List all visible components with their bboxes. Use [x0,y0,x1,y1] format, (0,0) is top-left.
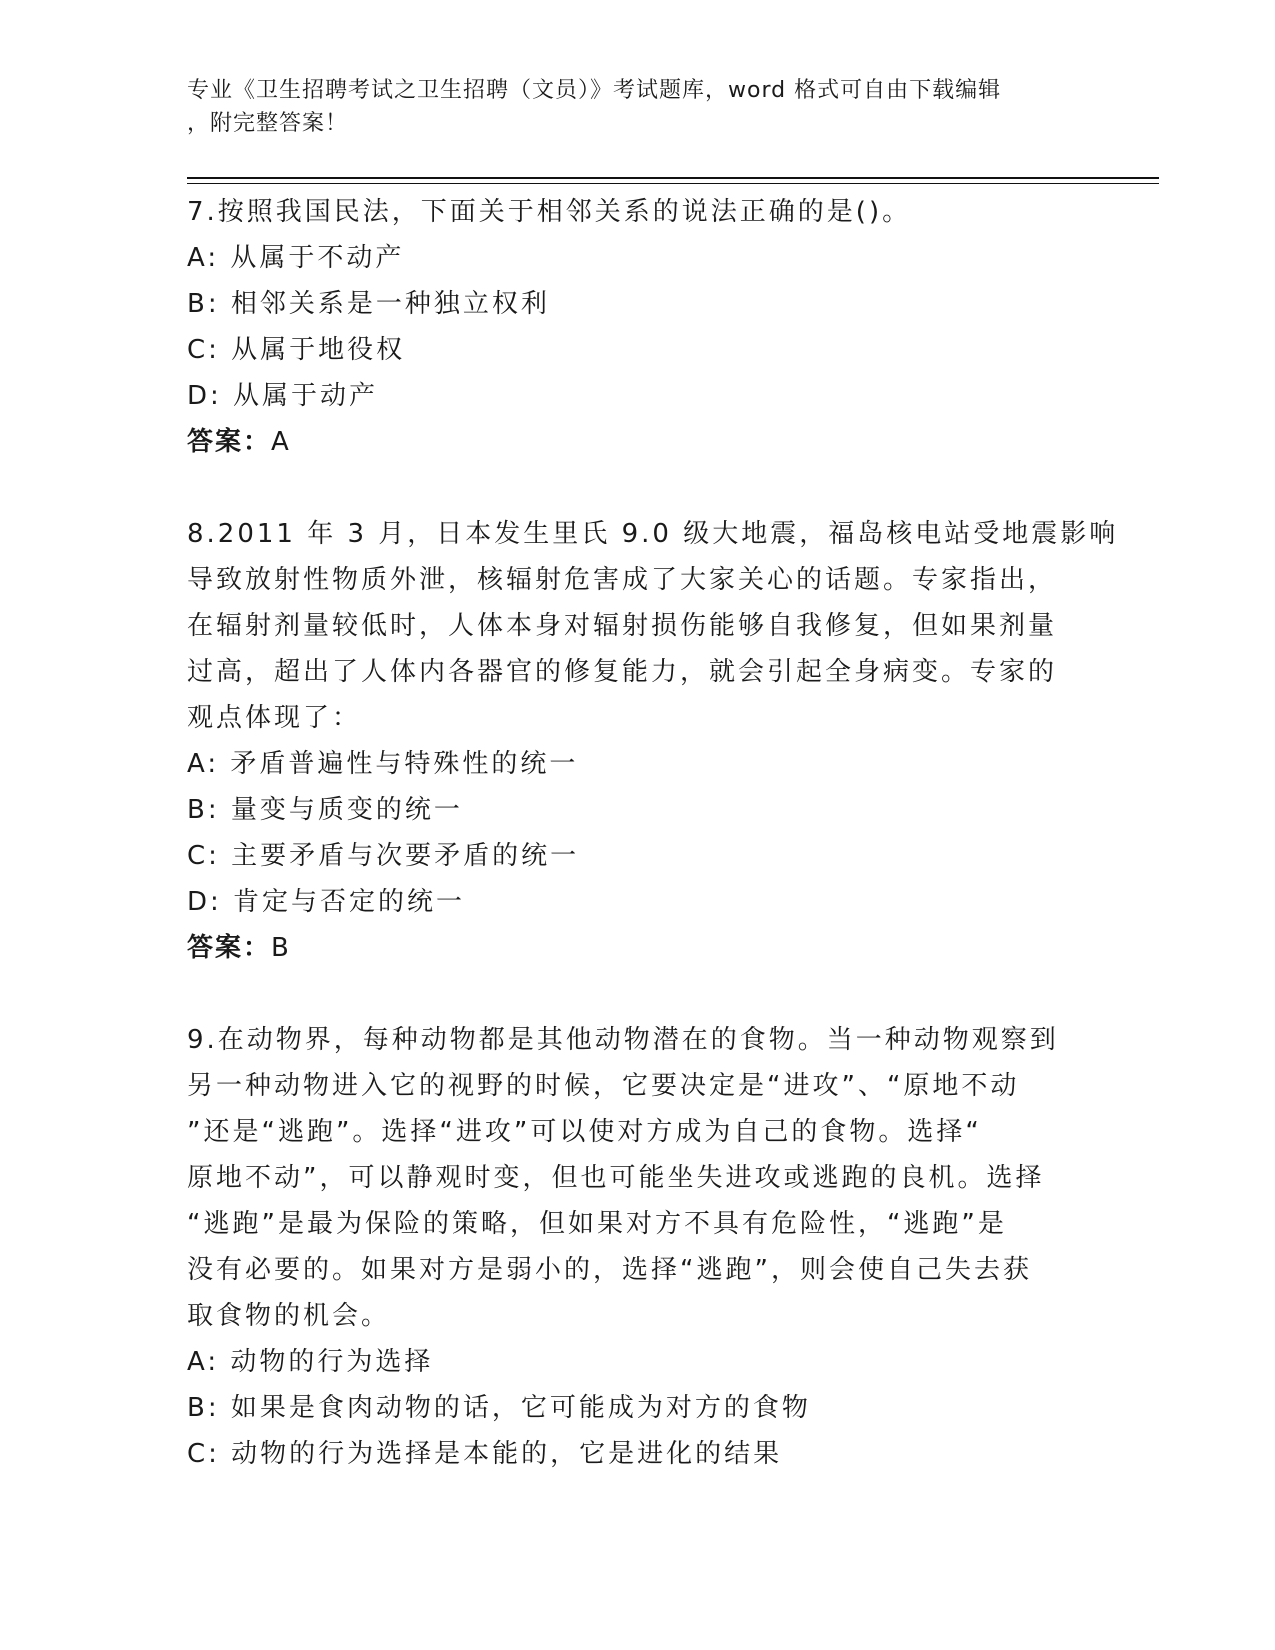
question-stem-line: 没有必要的。如果对方是弱小的，选择“逃跑”，则会使自己失去获 [187,1255,1032,1285]
answer-value: B [271,933,291,963]
question-stem-line: 7.按照我国民法，下面关于相邻关系的说法正确的是()。 [187,197,912,227]
option-b: B: 量变与质变的统一 [187,795,463,825]
question-8 [187,511,1119,971]
question-stem-line: 另一种动物进入它的视野的时候，它要决定是“进攻”、“原地不动 [187,1071,1020,1101]
answer-line [187,419,1067,465]
answer-value: A [271,427,291,457]
question-stem-line: 在辐射剂量较低时，人体本身对辐射损伤能够自我修复，但如果剂量 [187,611,1058,641]
answer-line [187,925,1067,971]
question-stem-line: 8.2011 年 3 月，日本发生里氏 9.0 级大地震，福岛核电站受地震影响 [187,519,1119,549]
question-stem-line: 9.在动物界，每种动物都是其他动物潜在的食物。当一种动物观察到 [187,1025,1059,1055]
question-stem-line: 取食物的机会。 [187,1301,391,1331]
question-stem-line: 过高，超出了人体内各器官的修复能力，就会引起全身病变。专家的 [187,657,1058,687]
option-a: A: 动物的行为选择 [187,1347,434,1377]
answer-label: 答案： [187,933,272,963]
option-c: C: 动物的行为选择是本能的，它是进化的结果 [187,1439,783,1469]
header-line-1: 专业《卫生招聘考试之卫生招聘（文员）》考试题库，word 格式可自由下载编辑 [187,78,1002,103]
header-line-2: ，附完整答案！ [187,111,349,136]
option-d: D: 肯定与否定的统一 [187,887,466,917]
question-spacer [187,465,1067,511]
question-7 [187,189,1067,465]
option-b: B: 如果是食肉动物的话，它可能成为对方的食物 [187,1393,811,1423]
document-header [187,74,1087,140]
question-stem-line: ”还是“逃跑”。选择“进攻”可以使对方成为自己的食物。选择“ [187,1117,982,1147]
question-stem-line: “逃跑”是最为保险的策略，但如果对方不具有危险性，“逃跑”是 [187,1209,1007,1239]
header-rule-thin [187,183,1159,184]
question-stem-line: 观点体现了： [187,703,362,733]
option-d: D: 从属于动产 [187,381,379,411]
option-a: A: 矛盾普遍性与特殊性的统一 [187,749,579,779]
question-stem-line: 原地不动”，可以静观时变，但也可能坐失进攻或逃跑的良机。选择 [187,1163,1045,1193]
answer-label: 答案： [187,427,272,457]
option-c: C: 主要矛盾与次要矛盾的统一 [187,841,580,871]
question-stem-line: 导致放射性物质外泄，核辐射危害成了大家关心的话题。专家指出， [187,565,1058,595]
question-list [187,189,1119,1477]
option-a: A: 从属于不动产 [187,243,405,273]
option-b: B: 相邻关系是一种独立权利 [187,289,550,319]
header-rule-thick [187,177,1159,179]
option-c: C: 从属于地役权 [187,335,406,365]
question-9 [187,1017,1067,1477]
question-spacer [187,971,1067,1017]
